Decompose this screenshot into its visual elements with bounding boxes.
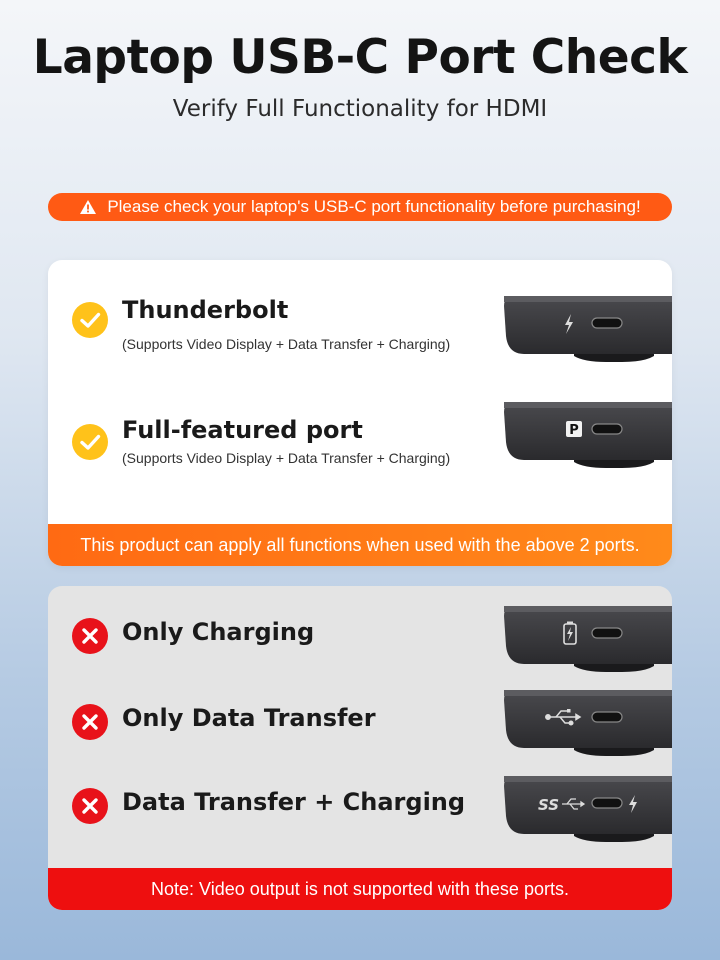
laptop-port-only-data	[504, 690, 672, 764]
laptop-port-full-featured	[504, 402, 672, 476]
port-symbol-text: P	[569, 423, 579, 438]
laptop-port-thunderbolt	[504, 296, 672, 370]
laptop-port-data-charging	[504, 776, 672, 850]
check-circle-icon	[72, 424, 108, 460]
port-label-only-charging: Only Charging	[122, 618, 315, 646]
cross-circle-icon	[72, 618, 108, 654]
superspeed-symbol-text: SS	[538, 796, 560, 814]
check-circle-icon	[72, 302, 108, 338]
list-item	[48, 296, 672, 376]
port-label-thunderbolt: Thunderbolt	[122, 296, 289, 324]
unsupported-footer: Note: Video output is not supported with these ports.	[48, 868, 672, 910]
list-item	[48, 776, 672, 856]
warning-triangle-icon	[79, 199, 97, 215]
supported-ports-card	[48, 260, 672, 566]
list-item	[48, 414, 672, 494]
warning-banner	[48, 193, 672, 221]
cross-circle-icon	[72, 788, 108, 824]
cross-circle-icon	[72, 704, 108, 740]
unsupported-ports-card	[48, 586, 672, 910]
supported-footer: This product can apply all functions when used with the above 2 ports.	[48, 524, 672, 566]
list-item	[48, 690, 672, 770]
page-title: Laptop USB-C Port Check	[32, 30, 688, 85]
port-label-full-featured: Full-featured port	[122, 416, 363, 444]
warning-text: Please check your laptop's USB-C port functionality before purchasing!	[107, 197, 641, 216]
port-label-only-data-transfer: Only Data Transfer	[122, 704, 376, 732]
list-item	[48, 606, 672, 686]
laptop-port-only-charging	[504, 606, 672, 680]
port-note: (Supports Video Display + Data Transfer + Charging)	[122, 336, 451, 352]
page-subtitle: Verify Full Functionality for HDMI	[172, 96, 548, 122]
port-note: (Supports Video Display + Data Transfer + Charging)	[122, 450, 451, 466]
port-label-data-charging: Data Transfer + Charging	[122, 788, 466, 816]
